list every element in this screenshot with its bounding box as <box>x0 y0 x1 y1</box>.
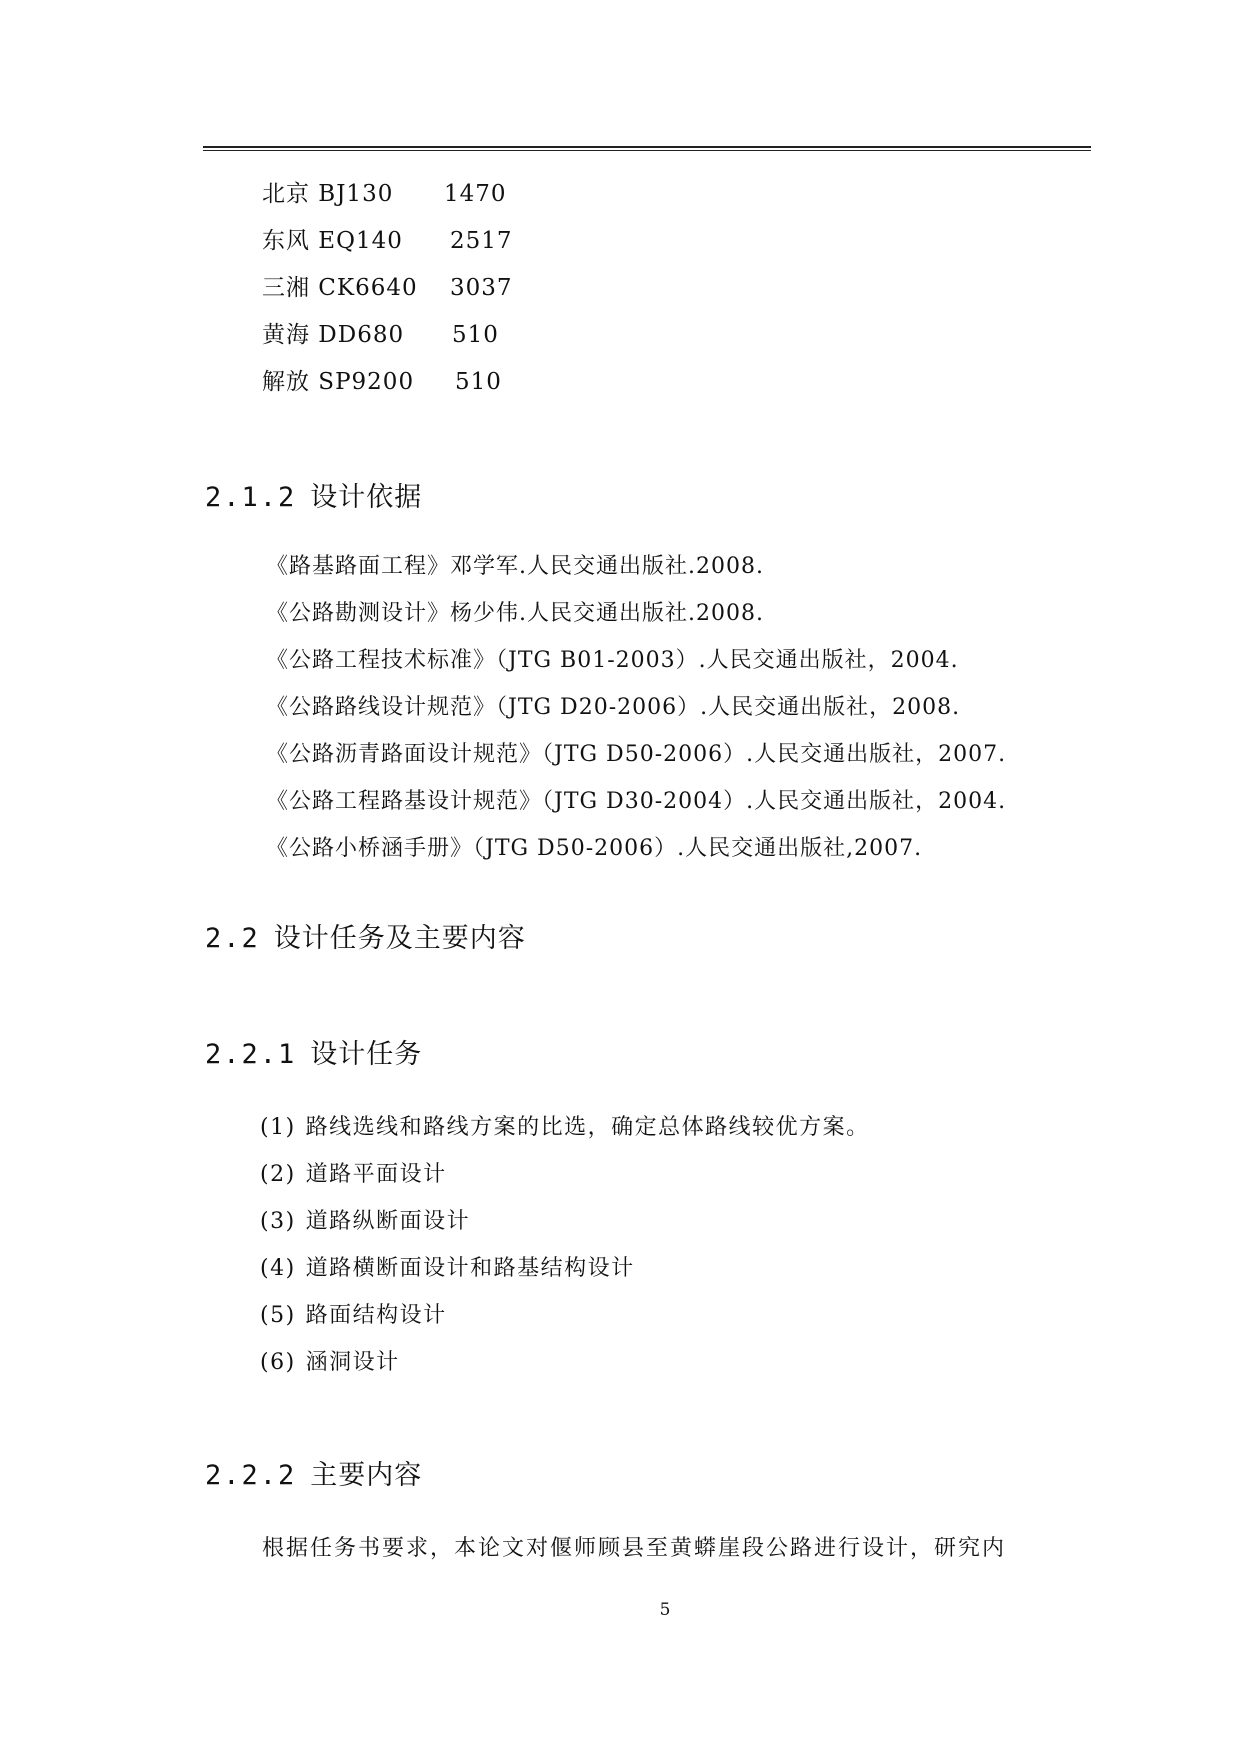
reference-item: 《路基路面工程》邓学军.人民交通出版社.2008. <box>266 554 764 579</box>
section-heading-2-1-2 <box>205 480 422 516</box>
section-number: 2.2.2 <box>205 1460 297 1491</box>
vehicle-model: 解放 SP9200 <box>262 369 415 395</box>
vehicle-row <box>262 319 499 366</box>
reference-list <box>266 551 1006 880</box>
vehicle-model: 北京 BJ130 <box>262 181 394 207</box>
task-number: (5) <box>260 1303 296 1328</box>
section-title: 设计依据 <box>310 482 423 513</box>
reference-item: 《公路沥青路面设计规范》（JTG D50-2006）.人民交通出版社，2007. <box>266 742 1007 767</box>
task-number: (4) <box>260 1256 296 1281</box>
vehicle-row <box>262 366 502 413</box>
task-number: (2) <box>260 1162 296 1187</box>
vehicle-model: 三湘 CK6640 <box>262 275 418 301</box>
reference-item: 《公路工程路基设计规范》（JTG D30-2004）.人民交通出版社，2004. <box>266 789 1007 814</box>
task-text: 道路纵断面设计 <box>305 1209 471 1234</box>
vehicle-list <box>262 178 513 413</box>
task-item <box>260 1159 870 1206</box>
vehicle-count: 2517 <box>450 228 513 254</box>
task-number: (1) <box>260 1115 296 1140</box>
section-heading-2-2-2 <box>205 1458 422 1494</box>
task-text: 道路横断面设计和路基结构设计 <box>305 1256 635 1281</box>
vehicle-count: 510 <box>455 369 502 395</box>
task-text: 道路平面设计 <box>305 1162 447 1187</box>
vehicle-count: 3037 <box>450 275 513 301</box>
task-number: (3) <box>260 1209 296 1234</box>
reference-item: 《公路勘测设计》杨少伟.人民交通出版社.2008. <box>266 601 764 626</box>
task-item <box>260 1112 870 1159</box>
task-number: (6) <box>260 1350 296 1375</box>
vehicle-count: 510 <box>452 322 499 348</box>
reference-item: 《公路路线设计规范》（JTG D20-2006）.人民交通出版社，2008. <box>266 695 961 720</box>
task-text: 路线选线和路线方案的比选，确定总体路线较优方案。 <box>305 1115 870 1140</box>
vehicle-row <box>262 225 513 272</box>
header-rule-thin <box>203 150 1091 151</box>
header-rule <box>203 146 1091 148</box>
task-text: 路面结构设计 <box>305 1303 447 1328</box>
task-item <box>260 1300 870 1347</box>
section-heading-2-2-1 <box>205 1037 422 1073</box>
task-text: 涵洞设计 <box>305 1350 400 1375</box>
section-number: 2.1.2 <box>205 482 297 513</box>
section-title: 主要内容 <box>310 1460 423 1491</box>
task-item <box>260 1206 870 1253</box>
vehicle-row <box>262 178 507 225</box>
body-paragraph: 根据任务书要求，本论文对偃师顾县至黄蟒崖段公路进行设计，研究内 <box>262 1536 1007 1561</box>
page-number: 5 <box>659 1600 671 1620</box>
section-number: 2.2.1 <box>205 1039 297 1070</box>
task-item <box>260 1253 870 1300</box>
reference-item: 《公路小桥涵手册》（JTG D50-2006）.人民交通出版社,2007. <box>266 836 923 861</box>
vehicle-model: 黄海 DD680 <box>262 322 405 348</box>
task-item <box>260 1347 870 1394</box>
task-list <box>260 1112 870 1394</box>
section-heading-2-2 <box>205 921 526 957</box>
section-title: 设计任务及主要内容 <box>273 923 526 954</box>
section-title: 设计任务 <box>310 1039 423 1070</box>
vehicle-model: 东风 EQ140 <box>262 228 403 254</box>
section-number: 2.2 <box>205 923 260 954</box>
vehicle-count: 1470 <box>444 181 507 207</box>
vehicle-row <box>262 272 513 319</box>
reference-item: 《公路工程技术标准》（JTG B01-2003）.人民交通出版社，2004. <box>266 648 959 673</box>
